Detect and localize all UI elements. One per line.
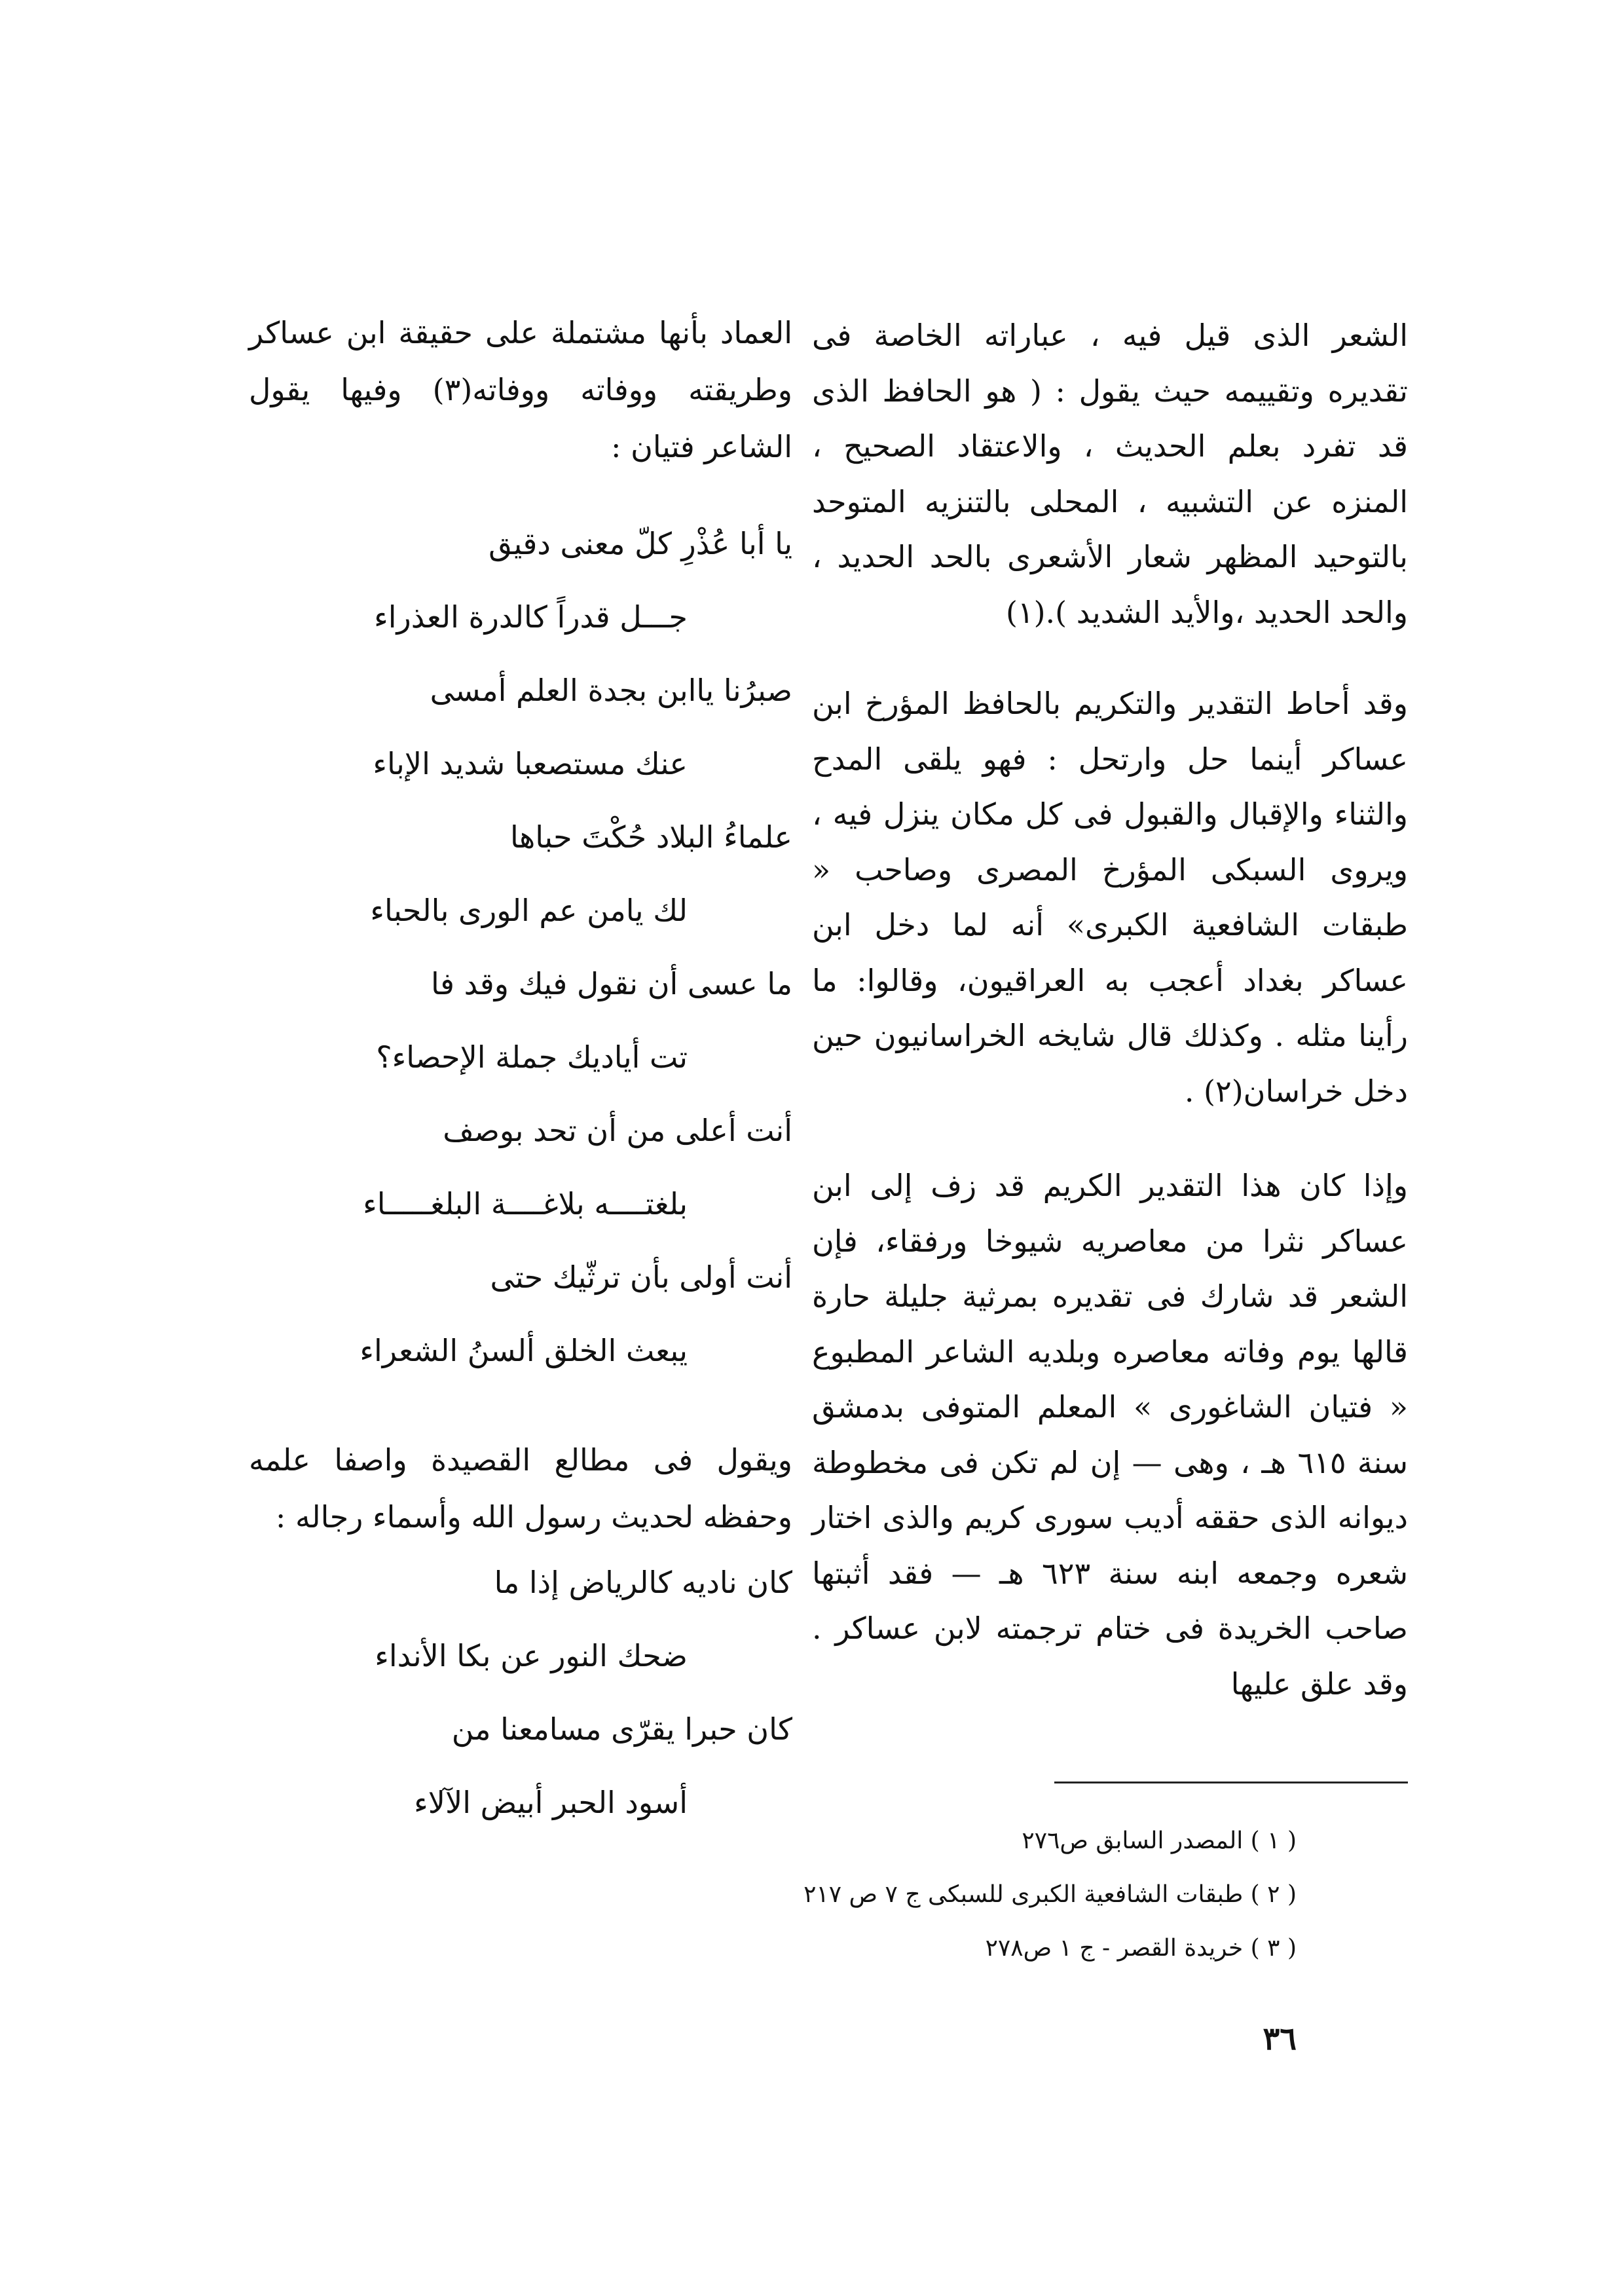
right-text-column (812, 308, 1408, 1711)
footnote: ( ٣ ) خريدة القصر - ج ١ ص٢٧٨ (985, 1935, 1297, 1962)
verse-hemistich: يا أبا عُذْرِ كلّ معنى دقيق (489, 526, 792, 561)
poem-verses (249, 507, 792, 1387)
verse-hemistich: علماءُ البلاد حُكْتَ حباها (509, 819, 792, 855)
verse-hemistich: ما عسى أن نقول فيك وقد فا (430, 966, 792, 1001)
footnote: ( ٢ ) طبقات الشافعية الكبرى للسبكى ج ٧ ص ٢١٧ (803, 1881, 1297, 1908)
poem-verses-2 (249, 1546, 792, 1839)
verse-hemistich: جـــل قدراً كالدرة العذراء (374, 599, 688, 635)
paragraph: وإذا كان هذا التقدير الكريم قد زف إلى ابن عساكر نثرا من معاصريه شيوخا ورفقاء، فإن الشعر قد شارك فى تقديره بمرثية جليلة حارة قالها يوم وفاته معاصره وبلديه الشاعر المطبوع « فتيان الشاغورى » المعلم المتوفى بدمشق سنة ٦١٥ هـ ، وهى — إن لم تكن فى مخطوطة ديوانه الذى حققه أديب سورى كريم والذى اختار شعره وجمعه ابنه سنة ٦٢٣ هـ — فقد أثبتها صاحب الخريدة فى ختام ترجمته لابن عساكر . وقد علق عليها (812, 1168, 1409, 1702)
paragraph: وقد أحاط التقدير والتكريم بالحافظ المؤرخ ابن عساكر أينما حل وارتحل : فهو يلقى المدح والثناء والإقبال والقبول فى كل مكان ينزل فيه ، ويروى السبكى المؤرخ المصرى وصاحب « طبقات الشافعية الكبرى» أنه لما دخل ابن عساكر بغداد أعجب به العراقيون، وقالوا: ما رأينا مثله . وكذلك قال شايخه الخراسانيون حين دخل خراسان(٢) . (812, 686, 1408, 1109)
page-number: ٣٦ (1263, 2021, 1297, 2057)
verse-hemistich: أسود الحبر أبيض الآلاء (414, 1785, 688, 1820)
verse-hemistich: لك يامن عم الورى بالحباء (370, 893, 688, 928)
verse-hemistich: ضحك النور عن بكا الأنداء (375, 1638, 688, 1673)
verse-hemistich: بلغتــــه بلاغــــة البلغـــــاء (363, 1186, 688, 1222)
left-text-column (249, 305, 792, 1839)
poem-introduction: العماد بأنها مشتملة على حقيقة ابن عساكر وطريقته ووفاته ووفاته(٣) وفيها يقول الشاعر فتيان : (249, 315, 792, 464)
footnote: ( ١ ) المصدر السابق ص٢٧٦ (1022, 1827, 1297, 1854)
verse-hemistich: عنك مستصعبا شديد الإباء (373, 746, 688, 781)
paragraph: الشعر الذى قيل فيه ، عباراته الخاصة فى تقديره وتقييمه حيث يقول : ( هو الحافظ الذى قد تفرد بعلم الحديث ، والاعتقاد الصحيح ، المنزه عن التشبيه ، المحلى بالتنزيه المتوحد بالتوحيد المظهر شعار الأشعرى بالحد الحديد ، والحد الحديد ،والأيد الشديد ).(١) (812, 318, 1408, 630)
verse-hemistich: كان ناديه كالرياض إذا ما (494, 1565, 792, 1600)
footnotes (720, 1814, 1297, 1975)
verse-hemistich: كان حبرا يقرّى مسامعنا من (451, 1711, 792, 1747)
verse-hemistich: تت أياديك جملة الإحصاء؟ (376, 1039, 688, 1075)
footnote-divider (1054, 1782, 1408, 1783)
verse-hemistich: أنت أولى بأن ترثّيك حتى (490, 1259, 792, 1295)
verse-hemistich: صبرُنا ياابن بجدة العلم أمسى (430, 673, 792, 708)
poem-introduction-2: ويقول فى مطالع القصيدة واصفا علمه وحفظه لحديث رسول الله وأسماء رجاله : (249, 1442, 792, 1535)
verse-hemistich: أنت أعلى من أن تحد بوصف (443, 1113, 792, 1148)
verse-hemistich: يبعث الخلق ألسنُ الشعراء (360, 1333, 688, 1368)
